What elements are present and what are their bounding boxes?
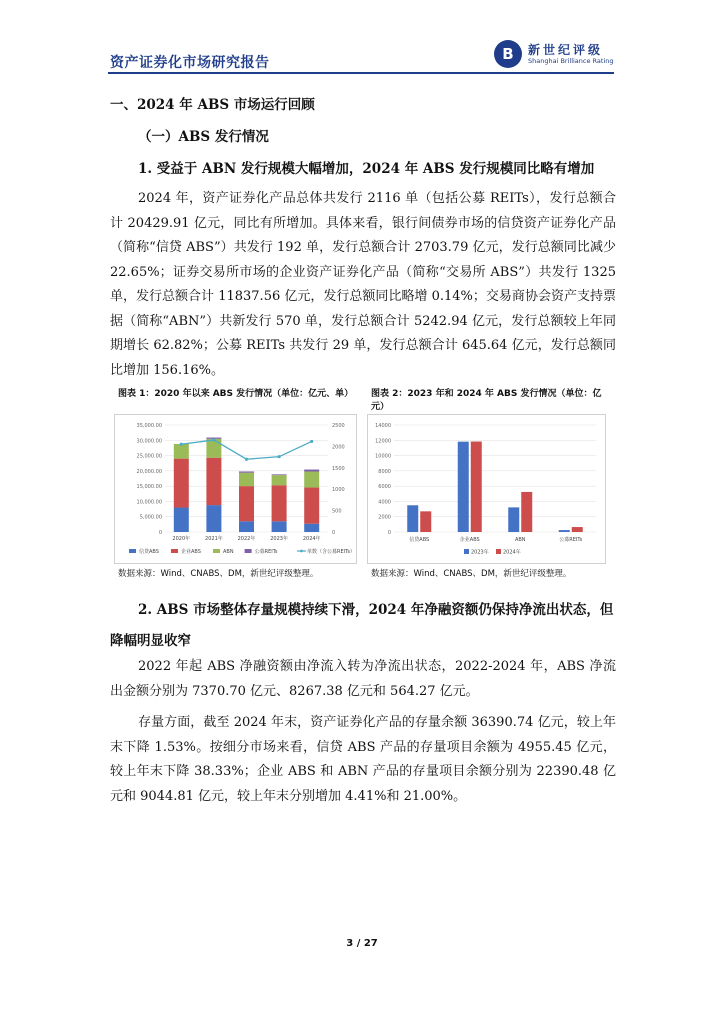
legend-label: 信贷ABS <box>139 549 159 555</box>
figure-2-chart <box>367 414 606 564</box>
point-heading-2: 2. ABS 市场整体存量规模持续下滑，2024 年净融资额仍保持净流出状态，但降幅明显收窄 <box>110 602 614 649</box>
y-tick-label: 25,000.00 <box>136 453 162 460</box>
chart-1-svg <box>115 415 356 563</box>
brand-logo <box>494 40 618 70</box>
bar <box>420 511 431 532</box>
point-heading-1: 1. 受益于 ABN 发行规模大幅增加，2024 年 ABS 发行规模同比略有增加 <box>138 161 595 177</box>
y-tick-label: 0 <box>158 530 162 536</box>
bar <box>572 527 583 532</box>
legend-swatch <box>464 549 469 554</box>
bar-segment <box>272 485 287 521</box>
bar-segment <box>239 486 254 521</box>
x-tick-label: 2020年 <box>172 536 191 542</box>
subsection-heading: （一）ABS 发行情况 <box>138 129 269 145</box>
legend-label: ABN <box>223 549 234 555</box>
bar <box>458 442 469 532</box>
legend-swatch <box>496 549 501 554</box>
paragraph-outstanding: 存量方面，截至 2024 年末，资产证券化产品的存量余额 36390.74 亿元，较上年末下降 1.53%。按细分市场来看，信贷 ABS 产品的存量项目余额为 4955.45 亿元，较上年末下降 38.33%；企业 ABS 和 ABN 产品的存量项目余额分别为 22390.48 亿元和 9044.81 亿元，较上年末分别增加 4.41%和 21.00%。 <box>110 715 616 804</box>
figure-1-chart <box>114 414 357 564</box>
x-tick-label: 公募REITs <box>559 537 583 543</box>
report-title: 资产证券化市场研究报告 <box>110 55 270 71</box>
y-tick-label: 10000 <box>375 453 391 460</box>
y2-tick-label: 2000 <box>332 444 345 451</box>
bar-segment <box>304 524 319 532</box>
count-point <box>245 458 248 461</box>
y-tick-label: 8000 <box>378 468 391 475</box>
x-tick-label: 2023年 <box>270 536 288 542</box>
legend-label: 单数（含公募REITs） <box>307 549 355 555</box>
bar-segment <box>272 475 287 485</box>
legend-label: 2024年 <box>503 549 521 556</box>
figure-2-source: 数据来源：Wind、CNABS、DM，新世纪评级整理。 <box>371 569 572 579</box>
logo-name-en: Shanghai Brilliance Rating <box>528 57 614 65</box>
legend-swatch-marker <box>300 550 303 553</box>
bar <box>407 505 418 532</box>
legend-label: 企业ABS <box>181 549 201 555</box>
figure-1-source: 数据来源：Wind、CNABS、DM，新世纪评级整理。 <box>118 569 319 579</box>
logo-icon: B <box>494 40 522 68</box>
bar <box>471 442 482 532</box>
legend-label: 2023年 <box>471 549 489 556</box>
x-tick-label: 2022年 <box>237 536 256 542</box>
count-point <box>278 455 281 458</box>
page-number: 3 / 27 <box>346 938 378 949</box>
bar-segment <box>206 505 221 532</box>
bar <box>508 507 519 532</box>
bar-segment <box>239 471 254 472</box>
figure-1-title: 图表 1：2020 年以来 ABS 发行情况（单位：亿元、单） <box>118 389 354 399</box>
y2-tick-label: 500 <box>332 508 342 515</box>
y-tick-label: 12000 <box>375 438 391 445</box>
bar-segment <box>206 439 221 458</box>
legend-swatch <box>171 549 178 553</box>
header-divider <box>108 72 614 74</box>
section-heading: 一、2024 年 ABS 市场运行回顾 <box>110 97 315 113</box>
y2-tick-label: 0 <box>332 530 336 536</box>
bar-segment <box>206 458 221 505</box>
bar <box>521 492 532 532</box>
y-tick-label: 20,000.00 <box>136 468 162 475</box>
x-tick-label: 2024年 <box>302 536 321 542</box>
y-tick-label: 10,000.00 <box>136 499 162 506</box>
legend-swatch <box>129 549 136 553</box>
paragraph-net-financing: 2022 年起 ABS 净融资额由净流入转为净流出状态，2022-2024 年，ABS 净流出金额分别为 7370.70 亿元、8267.38 亿元和 564.27 亿元。 <box>110 659 616 699</box>
count-line <box>181 440 311 459</box>
legend-swatch <box>245 549 252 553</box>
bar-segment <box>304 470 319 472</box>
bar-segment <box>304 472 319 488</box>
count-point <box>180 443 183 446</box>
legend-label: 公募REITs <box>254 549 278 555</box>
bar-segment <box>239 521 254 532</box>
bar-segment <box>272 521 287 532</box>
bar-segment <box>174 508 189 532</box>
chart-2-svg <box>368 415 605 563</box>
count-point <box>310 440 313 443</box>
bar <box>559 530 570 532</box>
bar-segment <box>272 474 287 475</box>
bar-segment <box>304 488 319 524</box>
x-tick-label: 企业ABS <box>459 537 480 543</box>
x-tick-label: 2021年 <box>205 536 223 542</box>
y-tick-label: 15,000.00 <box>136 484 162 491</box>
y-tick-label: 0 <box>387 530 391 536</box>
y2-tick-label: 2500 <box>332 423 345 429</box>
legend-swatch <box>213 549 220 553</box>
bar-segment <box>174 459 189 508</box>
y2-tick-label: 1000 <box>332 487 345 494</box>
y2-tick-label: 1500 <box>332 465 345 472</box>
y-tick-label: 4000 <box>378 499 391 506</box>
y-tick-label: 5,000.00 <box>139 514 162 521</box>
y-tick-label: 30,000.00 <box>136 438 162 445</box>
logo-name-cn: 新世纪评级 <box>528 43 604 57</box>
count-point <box>212 438 215 441</box>
bar-segment <box>239 473 254 486</box>
y-tick-label: 6000 <box>378 484 391 491</box>
paragraph-issuance: 2024 年，资产证券化产品总体共发行 2116 单（包括公募 REITs），发行总额合计 20429.91 亿元，同比有所增加。具体来看，银行间债券市场的信贷资产证券化产品（简称“信贷 ABS”）共发行 192 单，发行总额合计 2703.79 亿元，发行总额同比减少 22.65%；证券交易所市场的企业资产证券化产品（简称“交易所 ABS”）共发行 1325 单，发行总额合计 11837.56 亿元，发行总额同比略增 0.14%；交易商协会资产支持票据（简称“ABN”）共新发行 570 单，发行总额合计 5242.94 亿元，发行总额较上年同期增长 62.82%；公募 REITs 共发行 29 单，发行总额合计 645.64 亿元，发行总额同比增加 156.16%。 <box>110 191 616 378</box>
x-tick-label: 信贷ABS <box>409 537 430 543</box>
y-tick-label: 14000 <box>375 423 391 429</box>
figure-2-title: 图表 2：2023 年和 2024 年 ABS 发行情况（单位：亿元） <box>371 389 602 412</box>
x-tick-label: ABN <box>514 537 526 543</box>
y-tick-label: 2000 <box>378 514 391 521</box>
bar-segment <box>174 444 189 459</box>
y-tick-label: 35,000.00 <box>136 423 162 429</box>
